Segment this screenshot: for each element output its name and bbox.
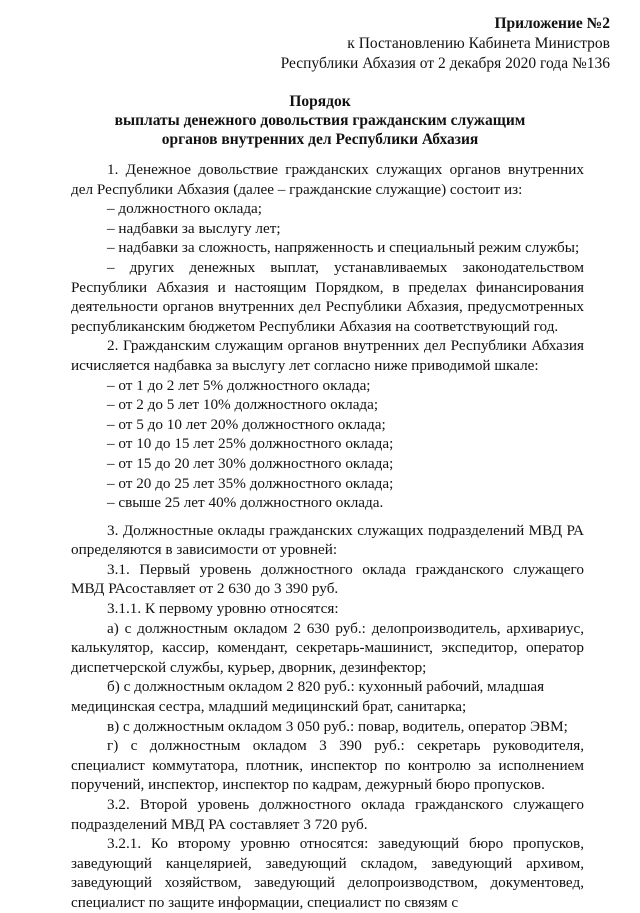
section-2-intro: 2. Гражданским служащим органов внутренних дел Республики Абхазия исчисляется надбавка за выслугу лет согласно ниже приводимой шкале:: [71, 337, 584, 374]
appendix-number: Приложение №2: [494, 15, 610, 32]
appendix-decree: Республики Абхазия от 2 декабря 2020 года №136: [280, 55, 610, 72]
title-line-3: органов внутренних дел Республики Абхазия: [161, 131, 479, 148]
document-title: [0, 92, 640, 149]
section-1-item: – надбавки за сложность, напряженность и специальный режим службы;: [107, 239, 580, 257]
appendix-reference: к Постановлению Кабинета Министров: [347, 35, 610, 52]
seniority-scale-item: – от 15 до 20 лет 30% должностного оклада;: [107, 454, 394, 472]
seniority-scale-item: – от 5 до 10 лет 20% должностного оклада;: [107, 415, 386, 433]
seniority-scale-item: – свыше 25 лет 40% должностного оклада.: [107, 494, 384, 512]
level-1-group-g: г) с должностным окладом 3 390 руб.: секретарь руководителя, специалист коммутатора, плотник, инспектор по контролю за исполнением поручений, инспектор, инспектор по кадрам, дежурный бюро пропусков.: [71, 737, 584, 794]
level-1-group-b-line-2: медицинская сестра, младший медицинский брат, санитарка;: [71, 698, 467, 716]
section-3-1: 3.1. Первый уровень должностного оклада гражданского служащего МВД РАсоставляет от 2 630 до 3 390 руб.: [71, 560, 584, 598]
appendix-header: [281, 14, 610, 74]
level-1-group-a: а) с должностным окладом 2 630 руб.: делопроизводитель, архивариус, калькулятор, кассир, комендант, секретарь-машинист, экспедитор, оператор диспетчерской службы, курьер, дворник, дезинфектор;: [71, 619, 584, 676]
section-1-intro: 1. Денежное довольствие гражданских служащих органов внутренних дел Республики Абхазия (далее – гражданские служащие) состоит из:: [71, 161, 584, 198]
section-3-2-1: 3.2.1. Ко второму уровню относятся: заведующий бюро пропусков, заведующий канцелярией, заведующий складом, заведующий архивом, заведующий хозяйством, заведующий делопроизводством, документовед, специалист по защите информации, специалист по связям с: [71, 835, 584, 911]
document-body: [71, 160, 584, 913]
section-3-1-1: 3.1.1. К первому уровню относятся:: [107, 600, 339, 618]
section-1-item: – других денежных выплат, устанавливаемых законодательством Республики Абхазия и настоящим Порядком, в пределах финансирования деятельности органов внутренних дел Республики Абхазия, предусмотренных республиканским бюджетом Республики Абхазия на соответствующий год.: [71, 258, 584, 335]
section-1-item: – надбавки за выслугу лет;: [107, 219, 281, 237]
seniority-scale-item: – от 1 до 2 лет 5% должностного оклада;: [107, 376, 371, 394]
title-line-1: Порядок: [289, 93, 351, 110]
section-3-2: 3.2. Второй уровень должностного оклада гражданского служащего подразделений МВД РА составляет 3 720 руб.: [71, 796, 584, 833]
level-1-group-b-line-1: б) с должностным окладом 2 820 руб.: кухонный рабочий, младшая: [107, 678, 545, 696]
seniority-scale-item: – от 20 до 25 лет 35% должностного оклада;: [107, 474, 394, 492]
title-line-2: выплаты денежного довольствия гражданским служащим: [114, 112, 526, 129]
section-3-intro: 3. Должностные оклады гражданских служащих подразделений МВД РА определяются в зависимости от уровней:: [71, 521, 584, 559]
seniority-scale-item: – от 2 до 5 лет 10% должностного оклада;: [107, 396, 379, 414]
level-1-group-v: в) с должностным окладом 3 050 руб.: повар, водитель, оператор ЭВМ;: [107, 717, 568, 735]
section-1-item: – должностного оклада;: [107, 200, 263, 218]
seniority-scale-item: – от 10 до 15 лет 25% должностного оклада;: [107, 435, 394, 453]
